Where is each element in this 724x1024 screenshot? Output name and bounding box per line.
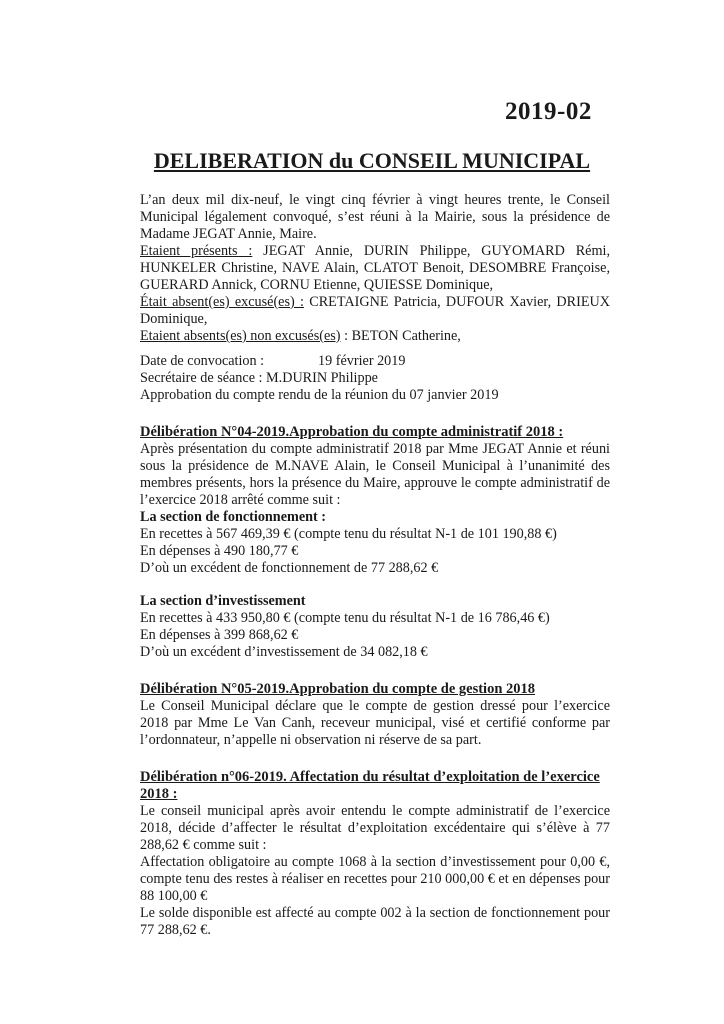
investissement-title: La section d’investissement (140, 593, 306, 609)
excused-label: Était absent(es) excusé(es) : (140, 294, 304, 310)
investissement-recettes: En recettes à 433 950,80 € (compte tenu du résultat N-1 de 16 786,46 €) (140, 610, 550, 626)
excused-names: CRETAIGNE Patricia, DUFOUR Xavier, DRIEUX Dominique, (140, 294, 610, 327)
document-number: 2019-02 (505, 98, 592, 125)
document-body (140, 192, 610, 939)
fonctionnement-excedent: D’où un excédent de fonctionnement de 77 288,62 € (140, 560, 439, 576)
convocation-date: 19 février 2019 (318, 353, 406, 369)
deliberation-05-text: Le Conseil Municipal déclare que le compte de gestion dressé pour l’exercice 2018 par Mme Le Van Canh, receveur municipal, visé et certifié conforme par l’ordonnateur, n’appelle ni observation ni réserve de sa part. (140, 698, 610, 748)
secretary-line: Secrétaire de séance : M.DURIN Philippe (140, 370, 378, 386)
absent-members (140, 328, 610, 345)
fonctionnement-title: La section de fonctionnement : (140, 509, 326, 525)
convocation-line (140, 353, 610, 370)
deliberation-06-text-3: Le solde disponible est affecté au compte 002 à la section de fonctionnement pour 77 288,62 €. (140, 905, 610, 938)
present-members (140, 243, 610, 294)
fonctionnement-depenses: En dépenses à 490 180,77 € (140, 543, 299, 559)
investissement-depenses: En dépenses à 399 868,62 € (140, 627, 299, 643)
intro-paragraph: L’an deux mil dix-neuf, le vingt cinq février à vingt heures trente, le Conseil Municipal légalement convoqué, s’est réuni à la Mairie, sous la présidence de Madame JEGAT Annie, Maire. (140, 192, 610, 242)
deliberation-06-text-1: Le conseil municipal après avoir entendu le compte administratif de l’exercice 2018, décide d’affecter le résultat d’exploitation excédentaire qui s’élève à 77 288,62 € comme suit : (140, 803, 610, 853)
present-label: Etaient présents : (140, 243, 253, 259)
present-names: JEGAT Annie, DURIN Philippe, GUYOMARD Rémi, HUNKELER Christine, NAVE Alain, CLATOT Benoit, DESOMBRE Françoise, GUERARD Annick, CORNU Etienne, QUIESSE Dominique, (140, 243, 610, 293)
deliberation-05-heading: Délibération N°05-2019.Approbation du compte de gestion 2018 (140, 681, 536, 697)
absent-label: Etaient absents(es) non excusés(es) (140, 328, 341, 344)
deliberation-06-text-2: Affectation obligatoire au compte 1068 à la section d’investissement pour 0,00 €, compte tenu des restes à réaliser en recettes pour 210 000,00 € et en dépenses pour 88 100,00 € (140, 854, 610, 904)
absent-names: : BETON Catherine, (340, 328, 461, 344)
approval-line: Approbation du compte rendu de la réunion du 07 janvier 2019 (140, 387, 499, 403)
investissement-excedent: D’où un excédent d’investissement de 34 082,18 € (140, 644, 428, 660)
excused-members (140, 294, 610, 328)
deliberation-06-heading: Délibération n°06-2019. Affectation du résultat d’exploitation de l’exercice 2018 : (140, 769, 600, 802)
deliberation-04-heading: Délibération N°04-2019.Approbation du compte administratif 2018 : (140, 424, 564, 440)
deliberation-04-text: Après présentation du compte administratif 2018 par Mme JEGAT Annie et réuni sous la présidence de M.NAVE Alain, le Conseil Municipal à l’unanimité des membres présents, hors la présence du Maire, approuve le compte administratif de l’exercice 2018 arrêté comme suit : (140, 441, 610, 508)
document-title: DELIBERATION du CONSEIL MUNICIPAL (153, 148, 591, 173)
convocation-label: Date de convocation : (140, 353, 265, 369)
fonctionnement-recettes: En recettes à 567 469,39 € (compte tenu du résultat N-1 de 101 190,88 €) (140, 526, 557, 542)
